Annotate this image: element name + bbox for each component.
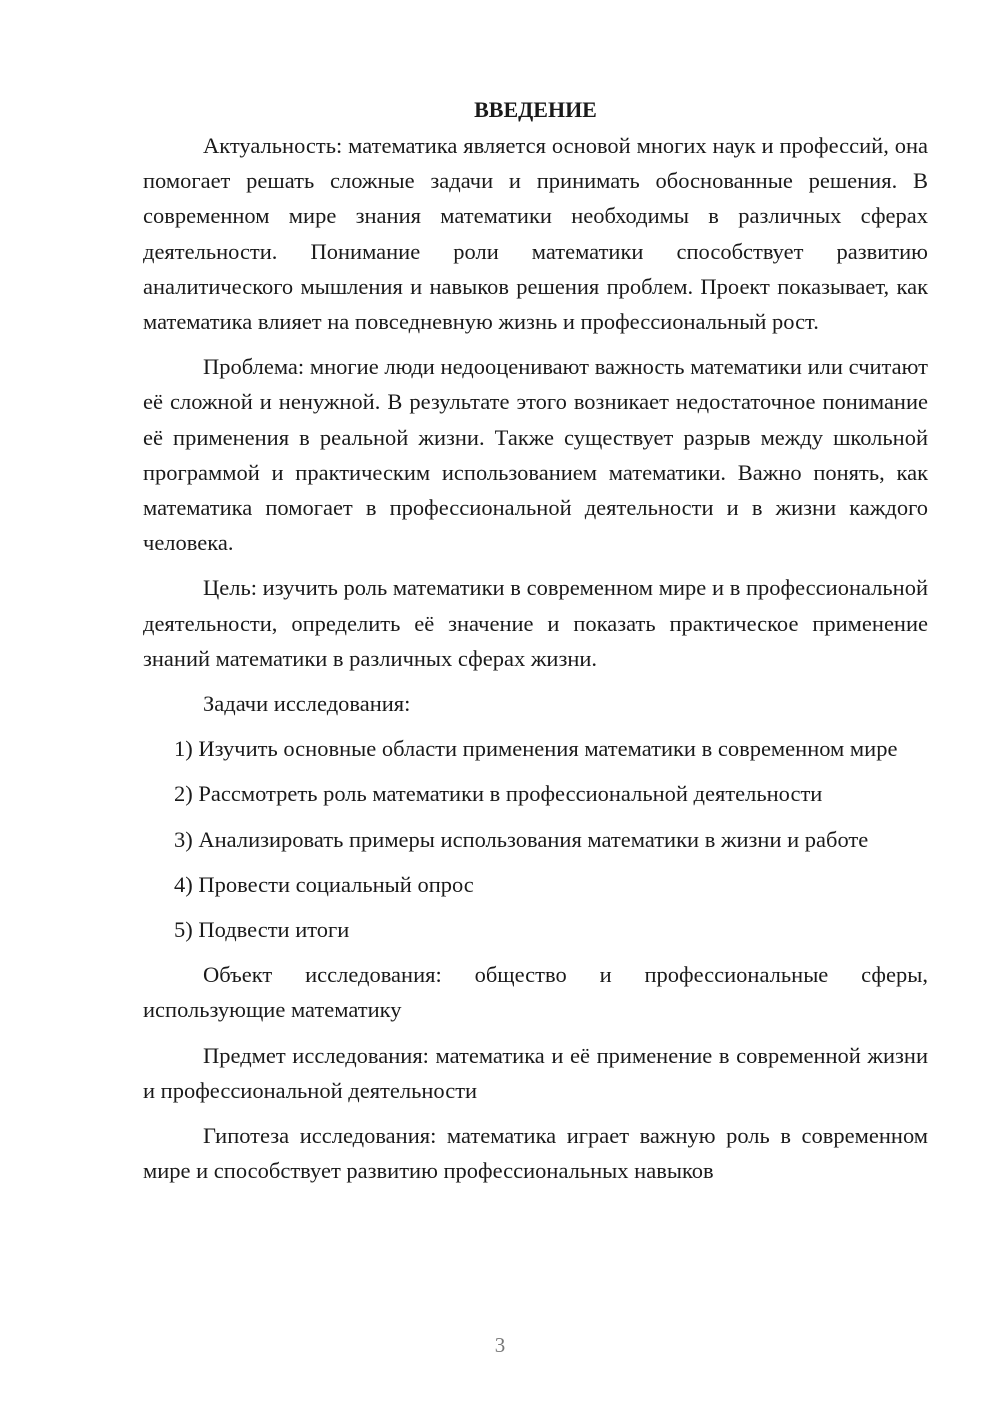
task-item: 2) Рассмотреть роль математики в профессиональной деятельности xyxy=(174,781,823,807)
hypothesis-paragraph: Гипотеза исследования: математика играет важную роль в современном мире и способствует развитию профессиональных навыков xyxy=(143,1123,928,1184)
subject-paragraph: Предмет исследования: математика и её применение в современной жизни и профессиональной деятельности xyxy=(143,1042,928,1103)
goal-paragraph: Цель: изучить роль математики в современном мире и в профессиональной деятельности, определить её значение и показать практическое применение знаний математики в различных сферах жизни. xyxy=(143,575,928,671)
section-title: ВВЕДЕНИЕ xyxy=(474,97,597,122)
relevance-paragraph: Актуальность: математика является основой многих наук и профессий, она помогает решать сложные задачи и принимать обоснованные решения. В современном мире знания математики необходимы в различных сферах деятельности. Понимание роли математики способствует развитию аналитического мышления и навыков решения проблем. Проект показывает, как математика влияет на повседневную жизнь и профессиональный рост. xyxy=(143,133,928,335)
document-page xyxy=(143,92,928,1198)
task-item: 1) Изучить основные области применения математики в современном мире xyxy=(174,736,898,762)
problem-paragraph: Проблема: многие люди недооценивают важность математики или считают её сложной и ненужной. В результате этого возникает недостаточное понимание её применения в реальной жизни. Также существует разрыв между школьной программой и практическим использованием математики. Важно понять, как математика помогает в профессиональной деятельности и в жизни каждого человека. xyxy=(143,354,928,556)
task-item: 3) Анализировать примеры использования математики в жизни и работе xyxy=(174,826,869,852)
task-item: 5) Подвести итоги xyxy=(174,917,350,943)
task-item: 4) Провести социальный опрос xyxy=(174,871,474,897)
object-paragraph: Объект исследования: общество и профессиональные сферы, использующие математику xyxy=(143,962,928,1023)
tasks-heading: Задачи исследования: xyxy=(203,691,411,717)
page-number: 3 xyxy=(494,1333,506,1357)
